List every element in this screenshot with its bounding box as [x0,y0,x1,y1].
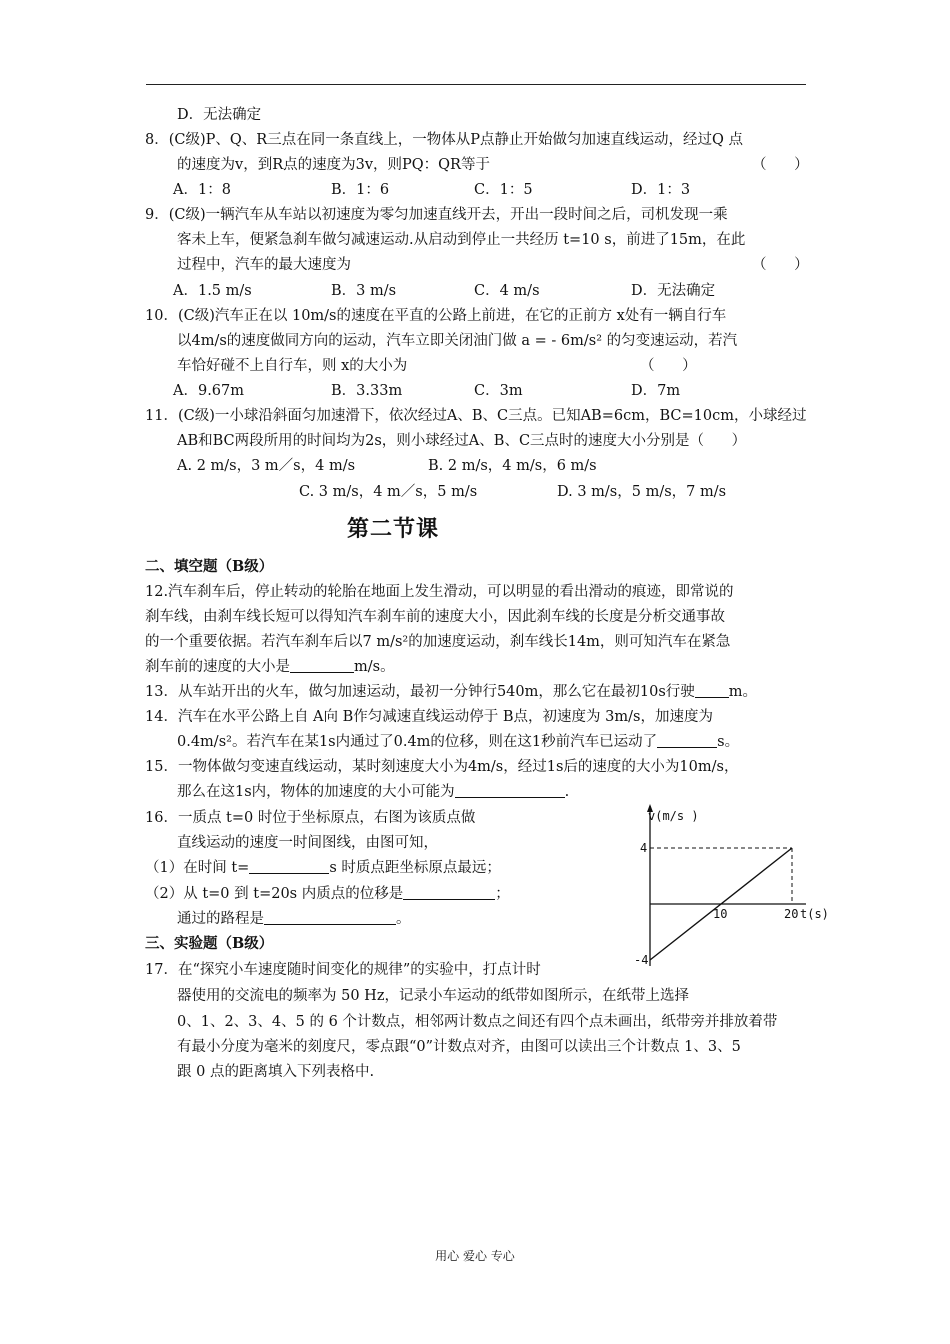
section-heading: 第二节课 [347,516,440,542]
q10-option-c: C．3m [474,383,523,399]
q17-line3: 0、1、2、3、4、5 的 6 个计数点，相邻两计数点之间还有四个点未画出，纸带旁并排放着带 [177,1014,778,1030]
q9-option-b: B．3 m/s [331,283,397,299]
q8-option-d: D．1：3 [631,182,691,198]
q7-option-d: D．无法确定 [177,107,262,123]
q16-part2-text: （2）从 t=0 到 t=20s 内质点的位移是 [145,886,404,902]
q16-path-text: 通过的路程是 [177,911,264,927]
q11-option-b: B. 2 m/s，4 m/s，6 m/s [428,458,597,474]
q13-text: 13．从车站开出的火车，做匀加速运动，最初一分钟行540m，那么它在最初10s行驶 [145,684,695,700]
q8-line2: 的速度为v，到R点的速度为3v，则PQ：QR等于 [177,157,490,173]
q17-line4: 有最小分度为毫米的刻度尺，零点跟“0”计数点对齐，由图可以读出三个计数点 1、3、5 [177,1039,741,1055]
y-tick-label-4: 4 [640,841,648,855]
q10-line3: 车恰好碰不上自行车，则 x的大小为 [177,358,408,374]
q13-line [145,682,757,702]
q14-unit: s。 [717,734,740,750]
q14-answer-blank[interactable] [657,733,717,748]
q9-option-a: A．1.5 m/s [173,283,252,299]
q17-line5: 跟 0 点的距离填入下列表格中. [177,1064,375,1080]
q10-paren: （ ） [640,358,697,374]
footer: 用心 爱心 专心 [435,1249,515,1263]
q16-part2 [145,884,510,904]
header-rule [146,84,806,85]
q16-path-end: 。 [396,911,411,927]
q12-line1: 12.汽车刹车后，停止转动的轮胎在地面上发生滑动，可以明显的看出滑动的痕迹，即常说的 [145,584,734,600]
q11-option-c: C. 3 m/s，4 m／s，5 m/s [299,484,478,500]
q12-line4 [145,657,395,677]
q15-text: 那么在这1s内，物体的加速度的大小可能为 [177,784,455,800]
y-axis-label: v(m/s ) [648,809,699,823]
q13-answer-blank[interactable] [695,683,729,698]
q9-line3: 过程中，汽车的最大速度为 [177,257,351,273]
q11-option-d: D. 3 m/s，5 m/s，7 m/s [557,484,727,500]
q12-answer-blank[interactable] [290,658,354,673]
q10-line2: 以4m/s的速度做同方向的运动，汽车立即关闭油门做 a = - 6m/s² 的匀变速运动，若汽 [177,333,738,349]
q16-part2-end: ； [495,886,510,902]
exp-section-title: 三、实验题（B级） [145,935,274,952]
q16-path-blank[interactable] [264,910,396,925]
q17-line1: 17．在“探究小车速度随时间变化的规律”的实验中，打点计时 [145,962,541,978]
q15-line2 [177,782,569,802]
q16-part1-blank[interactable] [249,859,329,874]
q10-line1: 10．(C级)汽车正在以 10m/s的速度在平直的公路上前进，在它的正前方 x处有一辆自行车 [145,308,727,324]
q14-line1: 14．汽车在水平公路上自 A向 B作匀减速直线运动停于 B点，初速度为 3m/s，加速度为 [145,709,713,725]
q16-part1-end: s 时质点距坐标原点最远； [329,860,501,876]
x-tick-label-20: 20 [784,907,799,921]
y-tick-label-neg4: -4 [634,953,649,967]
q13-unit: m。 [728,684,758,700]
q8-line1: 8．(C级)P、Q、R三点在同一条直线上，一物体从P点静止开始做匀加速直线运动，经过Q 点 [145,132,743,148]
q15-line1: 15．一物体做匀变速直线运动，某时刻速度大小为4m/s，经过1s后的速度的大小为10m/s， [145,759,739,775]
q9-option-c: C．4 m/s [474,283,540,299]
q10-option-b: B．3.33m [331,383,403,399]
q9-line2: 客未上车，便紧急刹车做匀减速运动.从启动到停止一共经历 t=10 s，前进了15m，在此 [177,232,746,248]
q8-paren: （ ） [752,157,809,173]
q15-answer-blank[interactable] [455,783,565,798]
q15-end: . [564,784,570,800]
fill-section-title: 二、填空题（B级） [145,558,274,575]
q12-text: 刹车前的速度的大小是 [145,659,290,675]
q16-line1: 16．一质点 t=0 时位于坐标原点，右图为该质点做 [145,810,476,826]
q14-text: 0.4m/s²。若汽车在某1s内通过了0.4m的位移，则在这1秒前汽车已运动了 [177,734,658,750]
q9-option-d: D．无法确定 [631,283,716,299]
q12-line2: 刹车线，由刹车线长短可以得知汽车刹车前的速度大小，因此刹车线的长度是分析交通事故 [145,609,725,625]
q8-option-c: C．1：5 [474,182,533,198]
q16-part1-text: （1）在时间 t= [145,860,250,876]
q8-option-b: B．1：6 [331,182,390,198]
q16-line2: 直线运动的速度一时间图线，由图可知， [177,835,438,851]
q11-line1: 11．(C级)一小球沿斜面匀加速滑下，依次经过A、B、C三点。已知AB=6cm，BC=10cm，小球经过 [145,408,807,424]
q8-option-a: A．1：8 [173,182,231,198]
x-tick-label-10: 10 [713,907,728,921]
q16-path [177,909,411,929]
q11-line2: AB和BC两段所用的时间均为2s，则小球经过A、B、C三点时的速度大小分别是（ ） [177,433,747,449]
q17-line2: 器使用的交流电的频率为 50 Hz，记录小车运动的纸带如图所示，在纸带上选择 [177,988,689,1004]
q9-line1: 9．(C级)一辆汽车从车站以初速度为零匀加速直线开去，开出一段时间之后，司机发现一乘 [145,207,728,223]
q16-part2-blank[interactable] [403,885,495,900]
vt-graph [620,800,840,980]
q16-part1 [145,858,501,878]
q11-option-a: A. 2 m/s，3 m／s，4 m/s [177,458,356,474]
q10-option-a: A．9.67m [173,383,245,399]
q10-option-d: D．7m [631,383,681,399]
x-axis-label: t(s) [800,907,829,921]
q9-paren: （ ） [752,257,809,273]
q12-line3: 的一个重要依据。若汽车刹车后以7 m/s²的加速度运动，刹车线长14m，则可知汽车在紧急 [145,634,731,650]
q12-unit: m/s。 [354,659,395,675]
q14-line2 [177,732,739,752]
